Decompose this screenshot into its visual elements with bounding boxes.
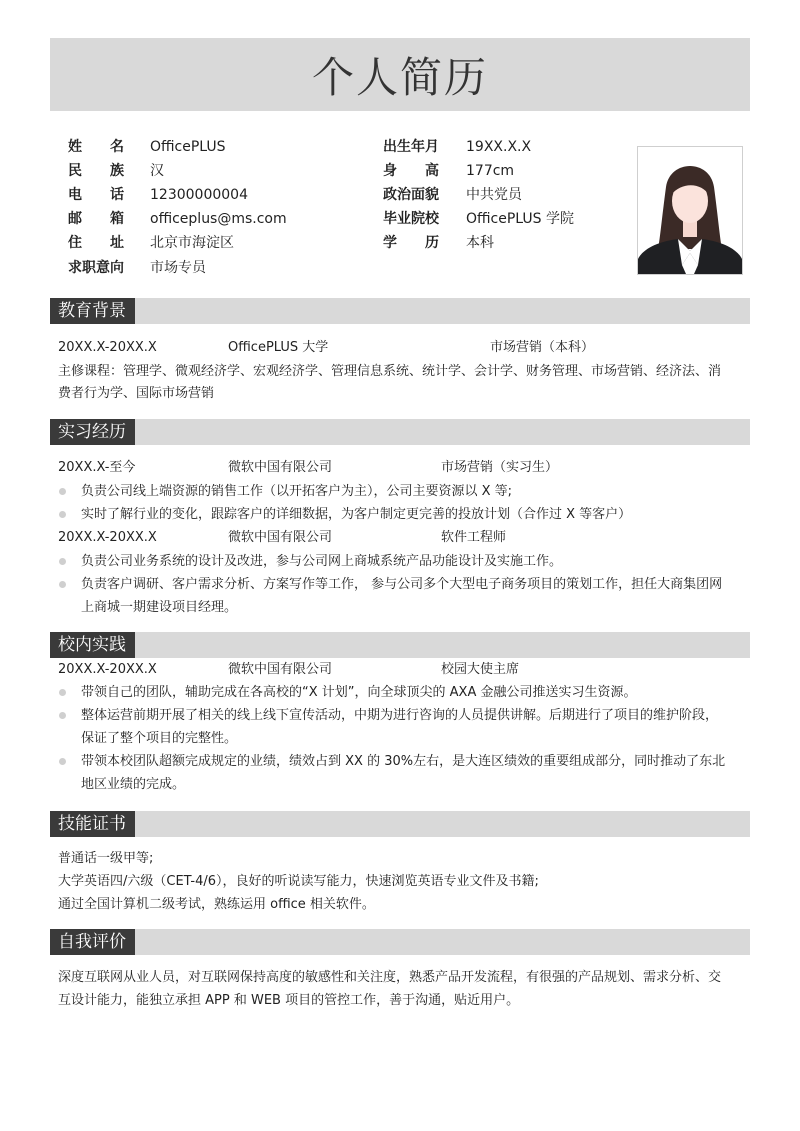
campus-bullet: 带领本校团队超额完成规定的业绩，绩效占到 XX 的 30%左右，是大连区绩效的重要组成部分，同时推动了东北 xyxy=(81,754,726,769)
info-value: 北京市海淀区 xyxy=(150,235,234,251)
section-internship-header xyxy=(50,419,750,445)
campus-company: 微软中国有限公司 xyxy=(228,662,333,677)
info-value: 市场专员 xyxy=(150,260,206,276)
education-courses: 主修课程：管理学、微观经济学、宏观经济学、管理信息系统、统计学、会计学、财务管理、市场营销、经济法、消 xyxy=(58,364,722,379)
section-campus-header xyxy=(50,632,750,658)
info-label: 政治面貌 xyxy=(383,187,439,203)
bullet-icon xyxy=(59,511,66,518)
campus-bullet: 整体运营前期开展了相关的线上线下宣传活动，中期为进行咨询的人员提供讲解。后期进行了项目的维护阶段， xyxy=(81,708,719,723)
section-title: 实习经历 xyxy=(50,419,135,445)
campus-bullet-cont: 地区业绩的完成。 xyxy=(81,777,186,792)
section-title: 教育背景 xyxy=(50,298,135,324)
job2-bullet: 负责客户调研、客户需求分析、方案写作等工作， 参与公司多个大型电子商务项目的策划工作，担任大商集团网 xyxy=(81,577,723,592)
title-band xyxy=(50,38,750,111)
job2-company: 微软中国有限公司 xyxy=(228,530,333,545)
education-courses-cont: 费者行为学、国际市场营销 xyxy=(58,386,215,401)
job1-role: 市场营销（实习生） xyxy=(441,460,559,475)
job2-date: 20XX.X-20XX.X xyxy=(58,530,157,545)
info-value: OfficePLUS 学院 xyxy=(466,211,574,227)
section-self-header xyxy=(50,929,750,955)
profile-photo xyxy=(637,146,743,275)
job2-role: 软件工程师 xyxy=(441,530,507,545)
info-label: 身 高 xyxy=(383,163,439,179)
self-eval-line: 互设计能力，能独立承担 APP 和 WEB 项目的管控工作，善于沟通，贴近用户。 xyxy=(58,993,520,1008)
page-title: 个人简历 xyxy=(311,52,488,102)
section-education-header xyxy=(50,298,750,324)
info-label: 毕业院校 xyxy=(383,211,439,227)
job1-bullet: 负责公司线上端资源的销售工作（以开拓客户为主），公司主要资源以 X 等; xyxy=(81,484,513,499)
info-value: officeplus@ms.com xyxy=(150,211,287,227)
info-label: 住 址 xyxy=(68,235,124,251)
info-label: 民 族 xyxy=(68,163,124,179)
education-school: OfficePLUS 大学 xyxy=(228,340,329,355)
campus-date: 20XX.X-20XX.X xyxy=(58,662,157,677)
section-title: 技能证书 xyxy=(50,811,135,837)
section-title: 校内实践 xyxy=(50,632,135,658)
job2-bullet: 负责公司业务系统的设计及改进，参与公司网上商城系统产品功能设计及实施工作。 xyxy=(81,554,563,569)
section-skills-header xyxy=(50,811,750,837)
job1-date: 20XX.X-至今 xyxy=(58,460,136,475)
info-label: 出生年月 xyxy=(383,139,439,155)
campus-bullet-cont: 保证了整个项目的完整性。 xyxy=(81,731,238,746)
section-title: 自我评价 xyxy=(50,929,135,955)
info-label: 求职意向 xyxy=(68,260,124,276)
info-value: 本科 xyxy=(466,235,494,251)
info-value: 12300000004 xyxy=(150,187,248,203)
info-label: 邮 箱 xyxy=(68,211,124,227)
info-value: 中共党员 xyxy=(466,187,522,203)
info-value: 19XX.X.X xyxy=(466,139,532,155)
info-value: 177cm xyxy=(466,163,515,179)
bullet-icon xyxy=(59,758,66,765)
info-value: 汉 xyxy=(150,163,164,179)
info-label: 学 历 xyxy=(383,235,439,251)
avatar-illustration xyxy=(638,147,742,274)
job2-bullet-cont: 上商城一期建设项目经理。 xyxy=(81,600,238,615)
job1-company: 微软中国有限公司 xyxy=(228,460,333,475)
skill-line: 通过全国计算机二级考试，熟练运用 office 相关软件。 xyxy=(58,897,375,912)
self-eval-line: 深度互联网从业人员，对互联网保持高度的敏感性和关注度，熟悉产品开发流程，有很强的产品规划、需求分析、交 xyxy=(58,970,722,985)
bullet-icon xyxy=(59,581,66,588)
campus-role: 校园大使主席 xyxy=(441,662,520,677)
skill-line: 普通话一级甲等; xyxy=(58,851,154,866)
job1-bullet: 实时了解行业的变化，跟踪客户的详细数据，为客户制定更完善的投放计划（合作过 X 等客户） xyxy=(81,507,632,522)
bullet-icon xyxy=(59,689,66,696)
info-value: OfficePLUS xyxy=(150,139,226,155)
info-label: 电 话 xyxy=(68,187,124,203)
education-date: 20XX.X-20XX.X xyxy=(58,340,157,355)
info-label: 姓 名 xyxy=(68,139,124,155)
bullet-icon xyxy=(59,558,66,565)
bullet-icon xyxy=(59,488,66,495)
skill-line: 大学英语四/六级（CET-4/6），良好的听说读写能力，快速浏览英语专业文件及书籍; xyxy=(58,874,539,889)
bullet-icon xyxy=(59,712,66,719)
education-major: 市场营销（本科） xyxy=(490,340,595,355)
campus-bullet: 带领自己的团队，辅助完成在各高校的“X 计划”，向全球顶尖的 AXA 金融公司推送实习生资源。 xyxy=(81,685,637,700)
